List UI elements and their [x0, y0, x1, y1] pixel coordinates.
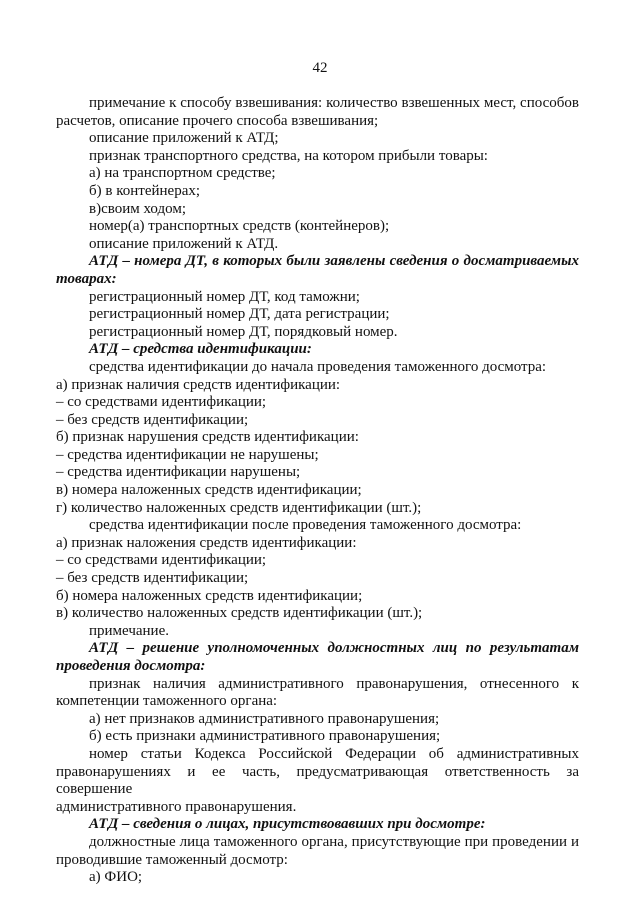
- section-heading: АТД – сведения о лицах, присутствовавших при досмотре:: [89, 816, 486, 833]
- text-line: в) количество наложенных средств идентификации (шт.);: [56, 605, 423, 622]
- text-line: а) нет признаков административного правонарушения;: [89, 710, 440, 727]
- text-line: компетенции таможенного органа:: [56, 693, 278, 710]
- text-line: примечание.: [89, 622, 169, 639]
- section-heading: товарах:: [56, 270, 117, 287]
- text-line: б) признак нарушения средств идентификации:: [56, 429, 359, 446]
- text-line: б) номера наложенных средств идентификации;: [56, 587, 363, 604]
- section-heading: проведения досмотра:: [56, 658, 206, 674]
- text-line: должностные лица таможенного органа, присутствующие при проведении и: [89, 833, 579, 850]
- text-line: средства идентификации до начала проведения таможенного досмотра:: [89, 358, 547, 375]
- text-line: – средства идентификации не нарушены;: [56, 446, 319, 463]
- text-line: – со средствами идентификации;: [56, 394, 267, 411]
- text-line: номер(а) транспортных средств (контейнеров);: [89, 218, 390, 235]
- text-line: правонарушениях и ее часть, предусматривающая ответственность за совершение: [56, 763, 579, 798]
- text-line: расчетов, описание прочего способа взвешивания;: [56, 112, 379, 129]
- text-line: б) есть признаки административного правонарушения;: [89, 728, 441, 745]
- section-heading: АТД – номера ДТ, в которых были заявлены сведения о досматриваемых: [89, 253, 579, 270]
- text-line: – со средствами идентификации;: [56, 552, 267, 569]
- text-line: в) номера наложенных средств идентификации;: [56, 482, 362, 499]
- text-line: регистрационный номер ДТ, дата регистрации;: [89, 306, 390, 323]
- section-heading: АТД – средства идентификации:: [89, 341, 312, 358]
- text-line: примечание к способу взвешивания: количество взвешенных мест, способов: [89, 95, 579, 111]
- text-line: регистрационный номер ДТ, код таможни;: [89, 288, 360, 305]
- text-line: а) ФИО;: [89, 869, 143, 886]
- text-line: а) признак наложения средств идентификации:: [56, 534, 357, 551]
- page-number: 42: [312, 60, 328, 76]
- text-line: – без средств идентификации;: [56, 411, 249, 428]
- text-line: а) признак наличия средств идентификации:: [56, 376, 341, 393]
- text-line: административного правонарушения.: [56, 798, 297, 815]
- text-line: описание приложений к АТД;: [89, 130, 279, 147]
- text-line: б) в контейнерах;: [89, 182, 201, 199]
- text-line: – без средств идентификации;: [56, 570, 249, 587]
- section-heading: АТД – решение уполномоченных должностных лиц по результатам: [89, 640, 579, 657]
- text-line: а) на транспортном средстве;: [89, 165, 276, 182]
- text-line: признак транспортного средства, на котором прибыли товары:: [89, 147, 488, 164]
- text-line: номер статьи Кодекса Российской Федерации об административных: [89, 745, 579, 762]
- text-line: описание приложений к АТД.: [89, 235, 279, 252]
- text-line: – средства идентификации нарушены;: [56, 464, 301, 481]
- text-line: в)своим ходом;: [89, 200, 186, 217]
- document-body: [56, 95, 579, 887]
- text-line: регистрационный номер ДТ, порядковый номер.: [89, 323, 398, 340]
- text-line: г) количество наложенных средств идентификации (шт.);: [56, 499, 422, 516]
- text-line: средства идентификации после проведения таможенного досмотра:: [89, 517, 522, 534]
- text-line: признак наличия административного правонарушения, отнесенного к: [89, 675, 579, 692]
- text-line: проводившие таможенный досмотр:: [56, 851, 288, 868]
